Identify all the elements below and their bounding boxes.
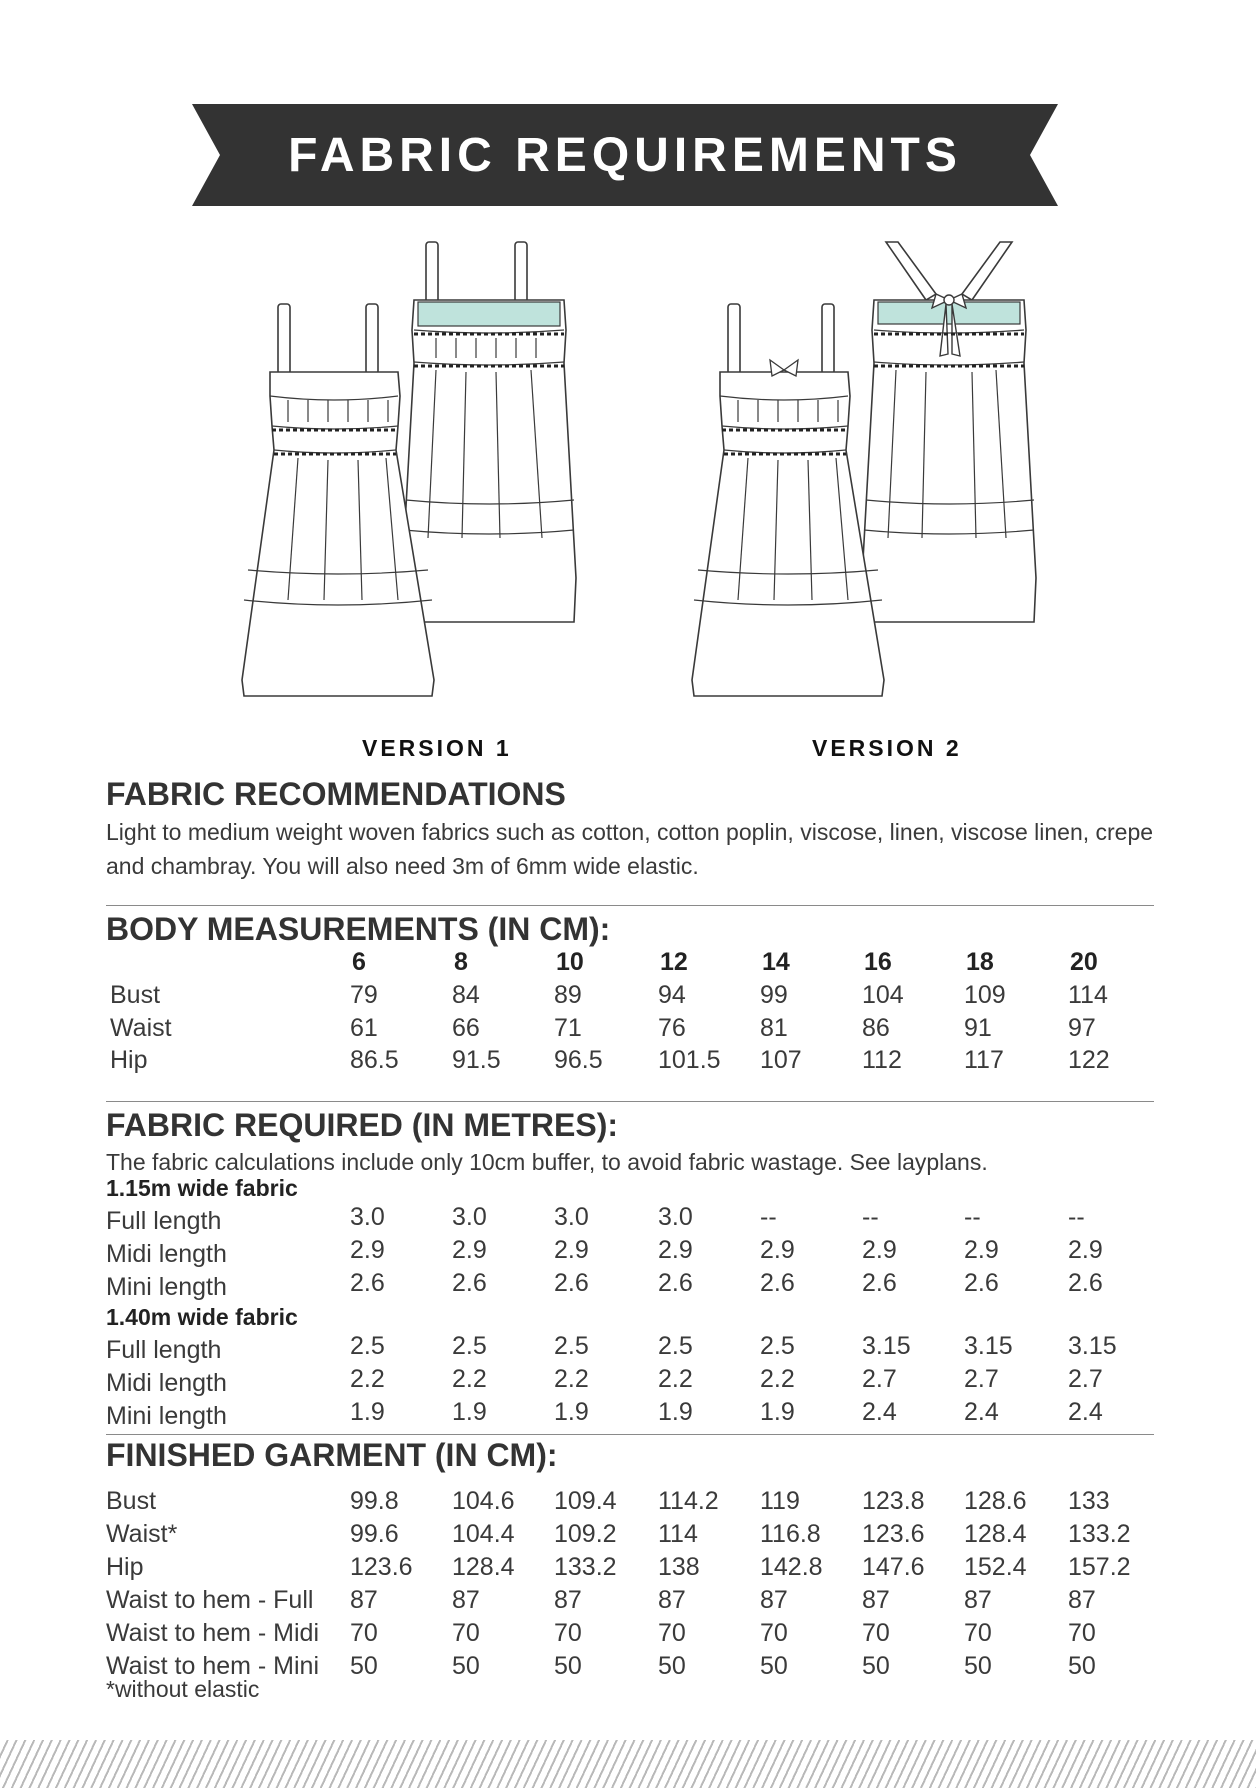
version-1-label: VERSION 1	[362, 735, 512, 761]
table-cell: 66	[452, 1014, 480, 1042]
table-cell: 133.2	[554, 1553, 617, 1581]
row-label: Midi length	[106, 1369, 227, 1397]
table-cell: 3.0	[658, 1203, 693, 1231]
table-cell: 119	[760, 1487, 800, 1515]
row-label: Full length	[106, 1336, 222, 1364]
table-cell: 3.15	[1068, 1332, 1117, 1360]
table-cell: 109.4	[554, 1487, 617, 1515]
table-cell: 81	[760, 1014, 788, 1042]
table-cell: 128.4	[452, 1553, 515, 1581]
table-cell: 86	[862, 1014, 890, 1042]
table-cell: 114	[1068, 981, 1108, 1009]
table-cell: 87	[554, 1586, 582, 1614]
table-cell: 70	[658, 1619, 686, 1647]
row-label: Hip	[110, 1046, 148, 1074]
table-cell: 2.4	[1068, 1398, 1103, 1426]
table-cell: 87	[862, 1586, 890, 1614]
table-cell: 87	[964, 1586, 992, 1614]
footnote: *without elastic	[106, 1676, 260, 1702]
row-label: Waist*	[106, 1520, 178, 1548]
table-cell: 87	[1068, 1586, 1096, 1614]
table-cell: 2.9	[1068, 1236, 1103, 1264]
size-header: 20	[1070, 948, 1098, 976]
table-cell: --	[862, 1203, 879, 1231]
table-cell: 147.6	[862, 1553, 925, 1581]
table-cell: 122	[1068, 1046, 1110, 1074]
table-cell: 96.5	[554, 1046, 603, 1074]
table-cell: 104.6	[452, 1487, 515, 1515]
table-cell: 89	[554, 981, 582, 1009]
fabric-required-note: The fabric calculations include only 10cm buffer, to avoid fabric wastage. See layplans.	[106, 1149, 988, 1175]
row-label: Waist	[110, 1014, 172, 1042]
table-cell: 2.6	[452, 1269, 487, 1297]
table-cell: 99	[760, 981, 788, 1009]
table-cell: --	[1068, 1203, 1085, 1231]
table-cell: 107	[760, 1046, 802, 1074]
table-cell: 112	[862, 1046, 902, 1074]
table-cell: 2.6	[964, 1269, 999, 1297]
table-cell: 70	[862, 1619, 890, 1647]
table-cell: 50	[862, 1652, 890, 1680]
table-cell: 2.4	[964, 1398, 999, 1426]
table-cell: 3.0	[452, 1203, 487, 1231]
table-cell: 2.6	[554, 1269, 589, 1297]
table-cell: 2.9	[554, 1236, 589, 1264]
table-cell: 79	[350, 981, 378, 1009]
table-cell: 50	[760, 1652, 788, 1680]
table-cell: 3.0	[350, 1203, 385, 1231]
table-cell: 2.7	[964, 1365, 999, 1393]
table-cell: 123.6	[350, 1553, 413, 1581]
divider	[106, 1434, 1154, 1435]
table-cell: 2.7	[1068, 1365, 1103, 1393]
row-label: Mini length	[106, 1402, 227, 1430]
table-cell: 128.6	[964, 1487, 1027, 1515]
row-label: Hip	[106, 1553, 144, 1581]
divider	[106, 905, 1154, 906]
table-cell: 2.7	[862, 1365, 897, 1393]
fabric-width-label: 1.40m wide fabric	[106, 1304, 298, 1330]
table-cell: 2.2	[554, 1365, 589, 1393]
size-header: 18	[966, 948, 994, 976]
table-cell: 50	[658, 1652, 686, 1680]
table-cell: 2.6	[350, 1269, 385, 1297]
row-label: Midi length	[106, 1240, 227, 1268]
table-cell: 2.6	[1068, 1269, 1103, 1297]
table-cell: 91.5	[452, 1046, 501, 1074]
table-cell: 157.2	[1068, 1553, 1131, 1581]
version2-front-illustration	[688, 300, 888, 700]
table-cell: 94	[658, 981, 686, 1009]
table-cell: 87	[452, 1586, 480, 1614]
table-cell: 2.5	[554, 1332, 589, 1360]
recommendations-line-2: and chambray. You will also need 3m of 6mm wide elastic.	[106, 853, 699, 879]
row-label: Mini length	[106, 1273, 227, 1301]
table-cell: 2.9	[862, 1236, 897, 1264]
table-cell: 1.9	[658, 1398, 693, 1426]
table-cell: 2.2	[658, 1365, 693, 1393]
table-cell: 84	[452, 981, 480, 1009]
table-cell: 97	[1068, 1014, 1096, 1042]
table-cell: 86.5	[350, 1046, 399, 1074]
table-cell: --	[964, 1203, 981, 1231]
table-cell: 2.5	[760, 1332, 795, 1360]
recommendations-heading: FABRIC RECOMMENDATIONS	[106, 776, 566, 812]
table-cell: 117	[964, 1046, 1004, 1074]
table-cell: 2.6	[760, 1269, 795, 1297]
table-cell: 2.6	[862, 1269, 897, 1297]
row-label: Waist to hem - Mini	[106, 1652, 320, 1680]
table-cell: 142.8	[760, 1553, 823, 1581]
table-cell: 2.5	[350, 1332, 385, 1360]
table-cell: 133	[1068, 1487, 1110, 1515]
table-cell: 70	[452, 1619, 480, 1647]
row-label: Bust	[110, 981, 161, 1009]
table-cell: 99.8	[350, 1487, 399, 1515]
table-cell: 87	[658, 1586, 686, 1614]
size-header: 6	[352, 948, 366, 976]
table-cell: 91	[964, 1014, 992, 1042]
table-cell: 99.6	[350, 1520, 399, 1548]
table-cell: 114	[658, 1520, 698, 1548]
table-cell: 2.9	[452, 1236, 487, 1264]
page-title: FABRIC REQUIREMENTS	[288, 128, 962, 182]
table-cell: 2.4	[862, 1398, 897, 1426]
table-cell: 152.4	[964, 1553, 1027, 1581]
table-cell: 138	[658, 1553, 700, 1581]
table-cell: 2.2	[760, 1365, 795, 1393]
table-cell: 104.4	[452, 1520, 515, 1548]
title-banner	[192, 104, 1058, 206]
table-cell: 104	[862, 981, 904, 1009]
table-cell: 2.9	[964, 1236, 999, 1264]
size-header: 14	[762, 948, 790, 976]
table-cell: 123.8	[862, 1487, 925, 1515]
table-cell: 101.5	[658, 1046, 721, 1074]
table-cell: 70	[964, 1619, 992, 1647]
version1-front-illustration	[238, 300, 438, 700]
decorative-hatch-border	[0, 1740, 1256, 1788]
finished-garment-heading: FINISHED GARMENT (IN CM):	[106, 1437, 558, 1473]
size-header: 16	[864, 948, 892, 976]
table-cell: 109	[964, 981, 1006, 1009]
table-cell: 3.15	[862, 1332, 911, 1360]
table-cell: 2.2	[350, 1365, 385, 1393]
table-cell: 2.9	[350, 1236, 385, 1264]
table-cell: 71	[554, 1014, 582, 1042]
table-cell: 50	[554, 1652, 582, 1680]
table-cell: 2.2	[452, 1365, 487, 1393]
table-cell: 109.2	[554, 1520, 617, 1548]
table-cell: 50	[452, 1652, 480, 1680]
table-cell: 70	[350, 1619, 378, 1647]
body-measurements-heading: BODY MEASUREMENTS (IN CM):	[106, 911, 611, 947]
table-cell: 76	[658, 1014, 686, 1042]
table-cell: 70	[1068, 1619, 1096, 1647]
table-cell: 128.4	[964, 1520, 1027, 1548]
table-cell: 61	[350, 1014, 378, 1042]
table-cell: 87	[760, 1586, 788, 1614]
size-header: 12	[660, 948, 688, 976]
table-cell: 2.5	[452, 1332, 487, 1360]
table-cell: 116.8	[760, 1520, 821, 1548]
table-cell: 1.9	[350, 1398, 385, 1426]
fabric-width-label: 1.15m wide fabric	[106, 1175, 298, 1201]
table-cell: 2.6	[658, 1269, 693, 1297]
table-cell: 1.9	[760, 1398, 795, 1426]
table-cell: 1.9	[452, 1398, 487, 1426]
table-cell: 133.2	[1068, 1520, 1131, 1548]
table-cell: 50	[350, 1652, 378, 1680]
version-2-label: VERSION 2	[812, 735, 962, 761]
table-cell: 2.9	[760, 1236, 795, 1264]
table-cell: --	[760, 1203, 777, 1231]
table-cell: 123.6	[862, 1520, 925, 1548]
table-cell: 2.5	[658, 1332, 693, 1360]
table-cell: 70	[554, 1619, 582, 1647]
row-label: Full length	[106, 1207, 222, 1235]
table-cell: 1.9	[554, 1398, 589, 1426]
row-label: Waist to hem - Full	[106, 1586, 314, 1614]
table-cell: 87	[350, 1586, 378, 1614]
table-cell: 3.0	[554, 1203, 589, 1231]
row-label: Waist to hem - Midi	[106, 1619, 320, 1647]
fabric-required-heading: FABRIC REQUIRED (IN METRES):	[106, 1107, 618, 1143]
table-cell: 50	[1068, 1652, 1096, 1680]
recommendations-line-1: Light to medium weight woven fabrics such as cotton, cotton poplin, viscose, linen, viscose linen, crepe	[106, 819, 1154, 845]
table-cell: 70	[760, 1619, 788, 1647]
table-cell: 50	[964, 1652, 992, 1680]
table-cell: 3.15	[964, 1332, 1013, 1360]
row-label: Bust	[106, 1487, 157, 1515]
divider	[106, 1101, 1154, 1102]
size-header: 10	[556, 948, 584, 976]
table-cell: 114.2	[658, 1487, 719, 1515]
size-header: 8	[454, 948, 468, 976]
table-cell: 2.9	[658, 1236, 693, 1264]
